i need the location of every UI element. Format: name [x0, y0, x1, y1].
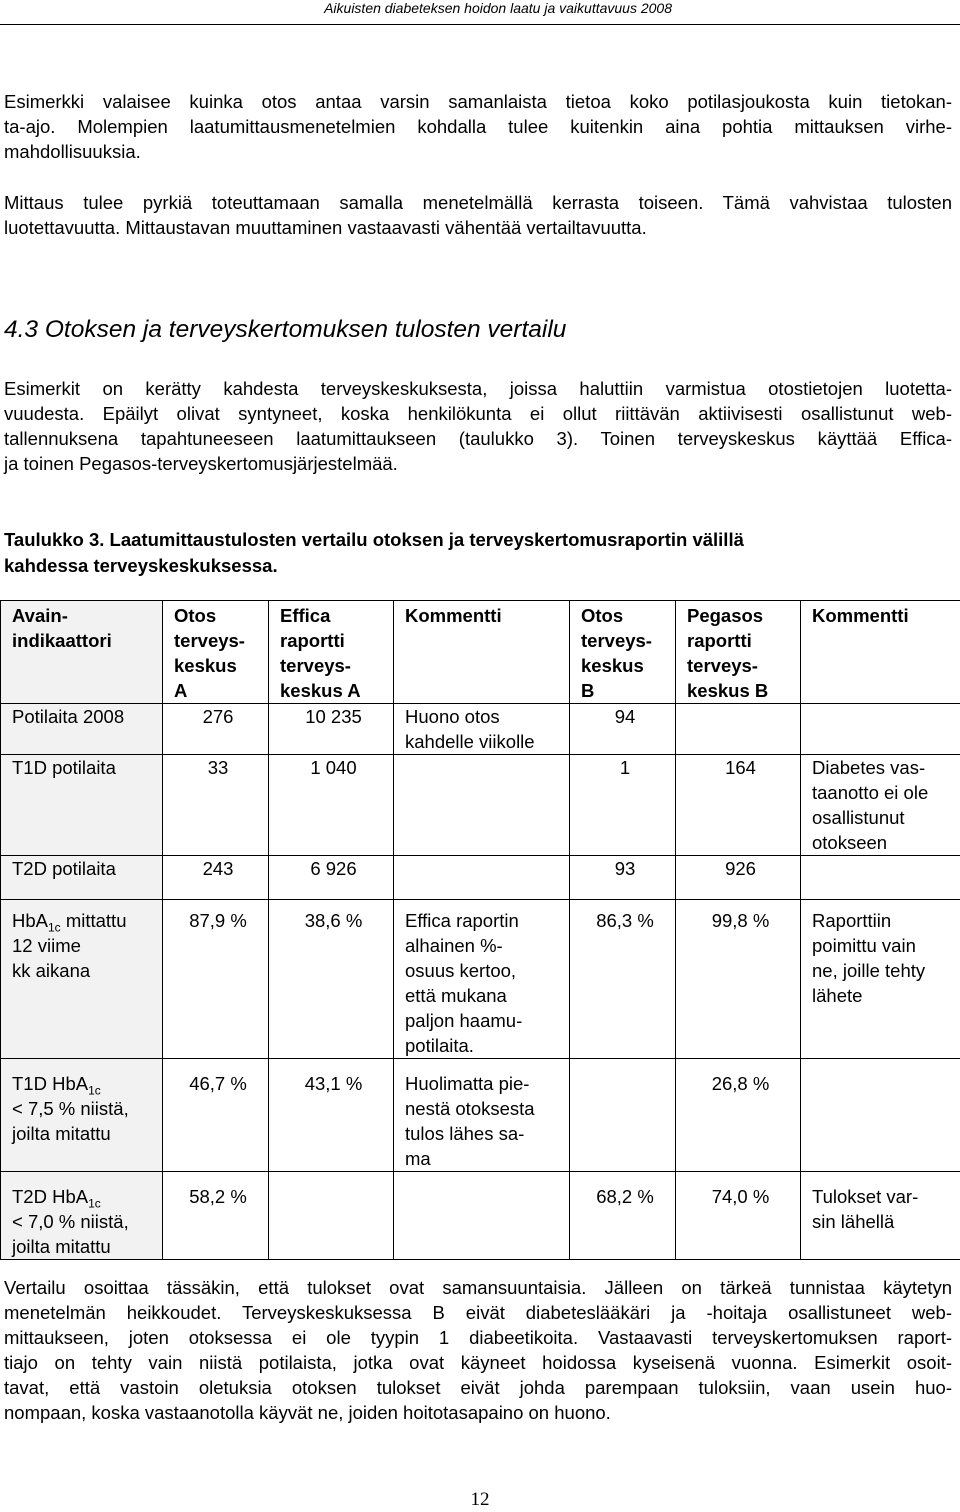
comparison-table — [0, 600, 960, 1260]
text-line: nompaan, koska vastaanotolla käyvät ne, joiden hoitotasapaino on huono. — [4, 1402, 611, 1423]
table-cell: 6 926 — [269, 856, 394, 900]
table-cell — [394, 1172, 570, 1260]
page-number: 12 — [470, 1489, 490, 1510]
table-cell: 93 — [570, 856, 676, 900]
table-cell: Diabetes vas- taanotto ei ole osallistunut otokseen — [801, 755, 960, 856]
table-cell — [394, 856, 570, 900]
text-line: tallennuksena tapahtuneeseen laatumittaukseen (taulukko 3). Toinen terveyskeskus käyttää Effica- — [4, 428, 952, 449]
column-header: Otos terveys- keskus A — [163, 601, 269, 704]
table-cell: T1D HbA$_{1c}$ < 7,5 % niistä, joilta mitattu — [1, 1059, 163, 1172]
running-header-title: Aikuisten diabeteksen hoidon laatu ja vaikuttavuus 2008 — [324, 0, 672, 16]
table-cell: Tulokset var- sin lähellä — [801, 1172, 960, 1260]
table-row — [1, 755, 960, 856]
text-line: Vertailu osoittaa tässäkin, että tulokset ovat samansuuntaisia. Jälleen on tärkeä tunnistaa käytetyn — [4, 1277, 952, 1298]
table-cell: 38,6 % — [269, 900, 394, 1059]
table-cell: Huolimatta pie- nestä otoksesta tulos lähes sa- ma — [394, 1059, 570, 1172]
column-header: Otos terveys- keskus B — [570, 601, 676, 704]
table-cell: 26,8 % — [676, 1059, 801, 1172]
table-cell — [801, 1059, 960, 1172]
table-cell: 276 — [163, 704, 269, 755]
table-row — [1, 1172, 960, 1260]
table-header-row — [1, 601, 960, 704]
paragraph-conclusion — [4, 1275, 952, 1425]
table-cell: 926 — [676, 856, 801, 900]
table-cell: 86,3 % — [570, 900, 676, 1059]
text-line: Esimerkki valaisee kuinka otos antaa varsin samanlaista tietoa koko potilasjoukosta kuin tietokan- — [4, 91, 952, 112]
column-header: Pegasos raportti terveys- keskus B — [676, 601, 801, 704]
column-header: Avain- indikaattori — [1, 601, 163, 704]
text-line: mittaukseen, joten otoksessa ei ole tyypin 1 diabeetikoita. Vastaavasti terveyskertomuksen raport- — [4, 1327, 952, 1348]
table-row — [1, 704, 960, 755]
table-cell: Potilaita 2008 — [1, 704, 163, 755]
section-heading: 4.3 Otoksen ja terveyskertomuksen tulosten vertailu — [4, 316, 567, 343]
text-line: luotettavuutta. Mittaustavan muuttaminen vastaavasti vähentää vertailtavuutta. — [4, 217, 647, 238]
table-cell: 68,2 % — [570, 1172, 676, 1260]
table-cell: Effica raportin alhainen %- osuus kertoo, että mukana paljon haamu- potilaita. — [394, 900, 570, 1059]
table-cell: 46,7 % — [163, 1059, 269, 1172]
table-cell — [394, 755, 570, 856]
text-line: ta-ajo. Molempien laatumittausmenetelmien kohdalla tulee kuitenkin aina pohtia mittauksen virhe- — [4, 116, 952, 137]
table-cell: 58,2 % — [163, 1172, 269, 1260]
table-cell: 43,1 % — [269, 1059, 394, 1172]
table-cell: 243 — [163, 856, 269, 900]
table-caption-line: Taulukko 3. Laatumittaustulosten vertailu otoksen ja terveyskertomusraportin välillä — [4, 529, 744, 550]
table-cell: 1 — [570, 755, 676, 856]
table-row — [1, 856, 960, 900]
table-cell: Huono otos kahdelle viikolle — [394, 704, 570, 755]
paragraph-measurement — [4, 190, 952, 240]
column-header: Kommentti — [394, 601, 570, 704]
text-line: tiajo on tehty vain niistä potilaista, jotka ovat käyneet hoidossa kyseisenä vuonna. Esimerkit osoit- — [4, 1352, 952, 1373]
table-cell — [570, 1059, 676, 1172]
text-line: vuudesta. Epäilyt olivat syntyneet, koska henkilökunta ei ollut riittävän aktiivisesti osallistunut web- — [4, 403, 952, 424]
text-line: ja toinen Pegasos-terveyskertomusjärjestelmää. — [4, 453, 398, 474]
paragraph-examples — [4, 376, 952, 476]
table-cell: Raporttiin poimittu vain ne, joille tehty lähete — [801, 900, 960, 1059]
text-line: Mittaus tulee pyrkiä toteuttamaan samalla menetelmällä kerrasta toiseen. Tämä vahvistaa tulosten — [4, 192, 952, 213]
table-cell — [676, 704, 801, 755]
table-cell: 87,9 % — [163, 900, 269, 1059]
table-row — [1, 900, 960, 1059]
text-line: mahdollisuuksia. — [4, 141, 141, 162]
table-cell: T1D potilaita — [1, 755, 163, 856]
running-header — [0, 0, 960, 25]
table-cell: HbA$_{1c}$ mittattu 12 viime kk aikana — [1, 900, 163, 1059]
table-cell: 99,8 % — [676, 900, 801, 1059]
table-cell — [801, 856, 960, 900]
paragraph-intro — [4, 89, 952, 164]
table-cell: 1 040 — [269, 755, 394, 856]
table-caption — [4, 527, 954, 579]
table-cell: 94 — [570, 704, 676, 755]
text-line: tavat, että vastoin oletuksia otoksen tulokset eivät johda parempaan tuloksiin, vaan usein huo- — [4, 1377, 952, 1398]
column-header: Kommentti — [801, 601, 960, 704]
text-line: menetelmän heikkoudet. Terveyskeskuksessa B eivät diabeteslääkäri ja -hoitaja osallistuneet web- — [4, 1302, 952, 1323]
table-cell — [801, 704, 960, 755]
table-cell: 164 — [676, 755, 801, 856]
table-cell: 33 — [163, 755, 269, 856]
table-cell: 10 235 — [269, 704, 394, 755]
table-caption-line: kahdessa terveyskeskuksessa. — [4, 555, 278, 576]
table-cell: T2D potilaita — [1, 856, 163, 900]
column-header: Effica raportti terveys- keskus A — [269, 601, 394, 704]
table-cell: T2D HbA$_{1c}$ < 7,0 % niistä, joilta mitattu — [1, 1172, 163, 1260]
table-cell — [269, 1172, 394, 1260]
table-cell: 74,0 % — [676, 1172, 801, 1260]
text-line: Esimerkit on kerätty kahdesta terveyskeskuksesta, joissa haluttiin varmistua otostietojen luotetta- — [4, 378, 952, 399]
table-row — [1, 1059, 960, 1172]
